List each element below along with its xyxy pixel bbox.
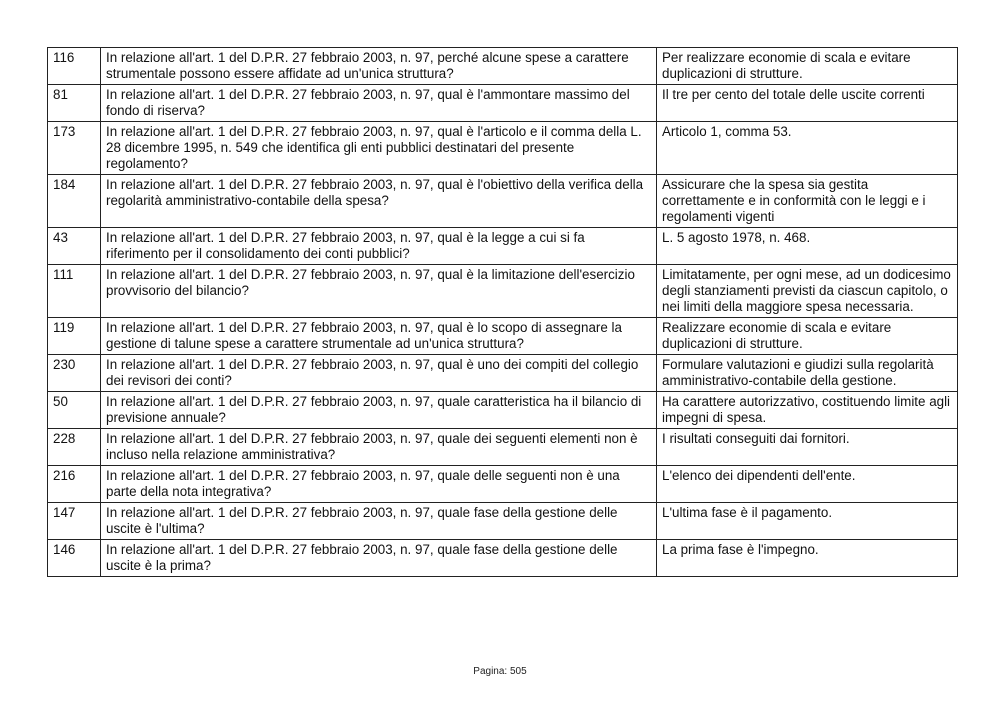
question-id: 111 — [48, 265, 101, 318]
question-text: In relazione all'art. 1 del D.P.R. 27 febbraio 2003, n. 97, quale fase della gestione delle uscite è l'ultima? — [101, 503, 657, 540]
question-text: In relazione all'art. 1 del D.P.R. 27 febbraio 2003, n. 97, qual è l'obiettivo della verifica della regolarità amministrativo-contabile della spesa? — [101, 175, 657, 228]
question-text: In relazione all'art. 1 del D.P.R. 27 febbraio 2003, n. 97, quale caratteristica ha il bilancio di previsione annuale? — [101, 392, 657, 429]
table-row — [48, 228, 958, 265]
answer-text: Formulare valutazioni e giudizi sulla regolarità amministrativo-contabile della gestione. — [657, 355, 958, 392]
question-text: In relazione all'art. 1 del D.P.R. 27 febbraio 2003, n. 97, quale fase della gestione delle uscite è la prima? — [101, 540, 657, 577]
questions-table — [47, 47, 958, 577]
question-id: 116 — [48, 48, 101, 85]
question-id: 119 — [48, 318, 101, 355]
answer-text: L'elenco dei dipendenti dell'ente. — [657, 466, 958, 503]
question-id: 81 — [48, 85, 101, 122]
question-id: 173 — [48, 122, 101, 175]
table-row — [48, 122, 958, 175]
answer-text: La prima fase è l'impegno. — [657, 540, 958, 577]
answer-text: L'ultima fase è il pagamento. — [657, 503, 958, 540]
table-row — [48, 355, 958, 392]
question-text: In relazione all'art. 1 del D.P.R. 27 febbraio 2003, n. 97, qual è l'articolo e il comma della L. 28 dicembre 1995, n. 549 che identifica gli enti pubblici destinatari del presente regolamento? — [101, 122, 657, 175]
question-text: In relazione all'art. 1 del D.P.R. 27 febbraio 2003, n. 97, quale dei seguenti elementi non è incluso nella relazione amministrativa? — [101, 429, 657, 466]
answer-text: Per realizzare economie di scala e evitare duplicazioni di strutture. — [657, 48, 958, 85]
question-id: 43 — [48, 228, 101, 265]
table-row — [48, 85, 958, 122]
question-text: In relazione all'art. 1 del D.P.R. 27 febbraio 2003, n. 97, qual è lo scopo di assegnare la gestione di talune spese a carattere strumentale ad un'unica struttura? — [101, 318, 657, 355]
question-text: In relazione all'art. 1 del D.P.R. 27 febbraio 2003, n. 97, qual è l'ammontare massimo del fondo di riserva? — [101, 85, 657, 122]
answer-text: Assicurare che la spesa sia gestita correttamente e in conformità con le leggi e i regolamenti vigenti — [657, 175, 958, 228]
answer-text: I risultati conseguiti dai fornitori. — [657, 429, 958, 466]
question-id: 228 — [48, 429, 101, 466]
table-row — [48, 466, 958, 503]
answer-text: Articolo 1, comma 53. — [657, 122, 958, 175]
question-id: 216 — [48, 466, 101, 503]
table-row — [48, 175, 958, 228]
answer-text: L. 5 agosto 1978, n. 468. — [657, 228, 958, 265]
question-text: In relazione all'art. 1 del D.P.R. 27 febbraio 2003, n. 97, qual è la legge a cui si fa riferimento per il consolidamento dei conti pubblici? — [101, 228, 657, 265]
document-page — [47, 47, 957, 577]
question-id: 146 — [48, 540, 101, 577]
table-row — [48, 540, 958, 577]
question-text: In relazione all'art. 1 del D.P.R. 27 febbraio 2003, n. 97, perché alcune spese a carattere strumentale possono essere affidate ad un'unica struttura? — [101, 48, 657, 85]
table-row — [48, 503, 958, 540]
question-id: 147 — [48, 503, 101, 540]
table-row — [48, 318, 958, 355]
question-id: 230 — [48, 355, 101, 392]
page-number: Pagina: 505 — [473, 666, 527, 677]
table-row — [48, 392, 958, 429]
answer-text: Limitatamente, per ogni mese, ad un dodicesimo degli stanziamenti previsti da ciascun capitolo, o nei limiti della maggiore spesa necessaria. — [657, 265, 958, 318]
question-id: 50 — [48, 392, 101, 429]
answer-text: Ha carattere autorizzativo, costituendo limite agli impegni di spesa. — [657, 392, 958, 429]
question-id: 184 — [48, 175, 101, 228]
answer-text: Realizzare economie di scala e evitare duplicazioni di strutture. — [657, 318, 958, 355]
question-text: In relazione all'art. 1 del D.P.R. 27 febbraio 2003, n. 97, qual è uno dei compiti del collegio dei revisori dei conti? — [101, 355, 657, 392]
answer-text: Il tre per cento del totale delle uscite correnti — [657, 85, 958, 122]
question-text: In relazione all'art. 1 del D.P.R. 27 febbraio 2003, n. 97, qual è la limitazione dell'esercizio provvisorio del bilancio? — [101, 265, 657, 318]
table-row — [48, 48, 958, 85]
table-row — [48, 265, 958, 318]
question-text: In relazione all'art. 1 del D.P.R. 27 febbraio 2003, n. 97, quale delle seguenti non è una parte della nota integrativa? — [101, 466, 657, 503]
table-row — [48, 429, 958, 466]
